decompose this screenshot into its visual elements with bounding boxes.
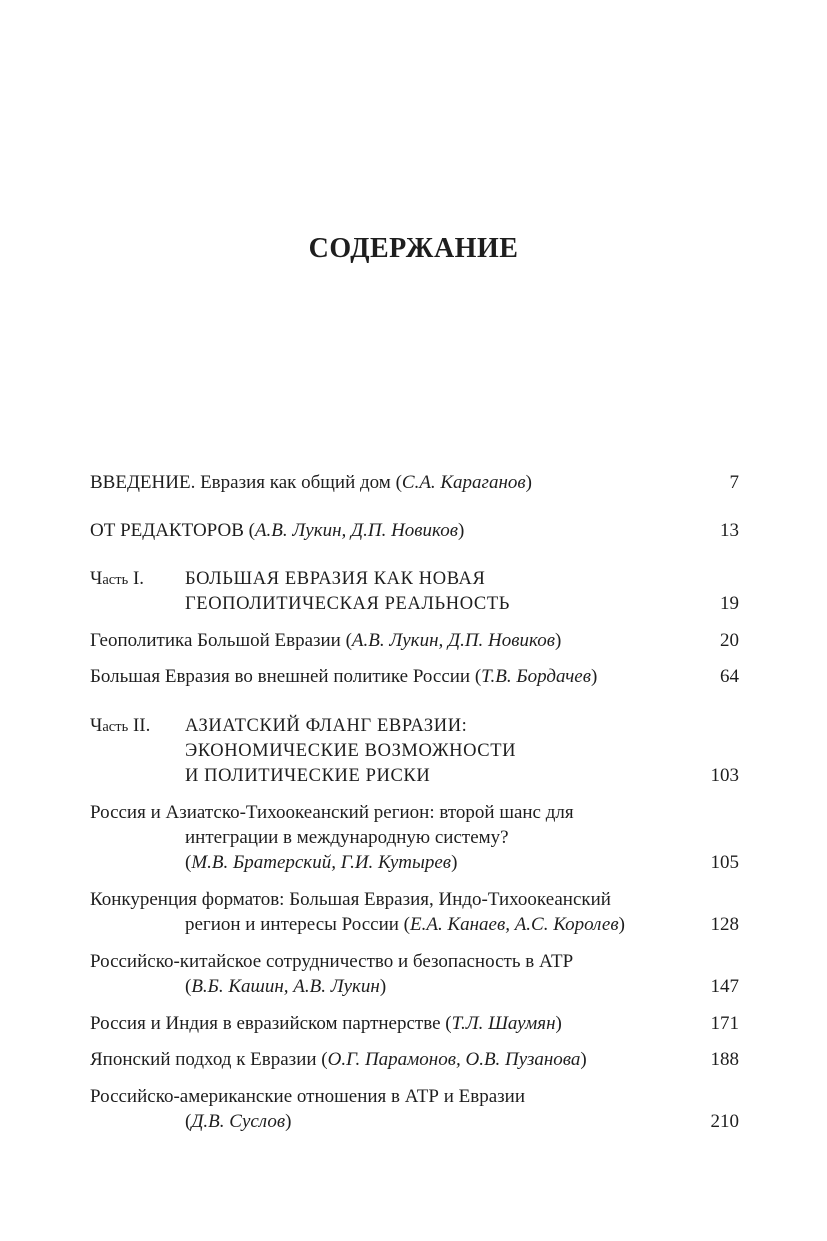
toc-part-2[interactable]	[90, 713, 739, 788]
page-number: 188	[710, 1049, 739, 1070]
page-number: 128	[710, 914, 739, 935]
entry-authors: А.В. Лукин, Д.П. Новиков	[351, 630, 555, 651]
entry-authors: М.В. Братерский, Г.И. Кутырев	[191, 852, 452, 873]
table-of-contents	[90, 0, 739, 1241]
entry-title: Геополитика Большой Евразии (	[90, 630, 352, 651]
entry-title: Россия и Азиатско-Тихоокеанский регион: второй шанс для	[90, 802, 574, 823]
toc-entry-introduction[interactable]: ВВЕДЕНИЕ. Евразия как общий дом (С.А. Караганов) 7	[90, 472, 739, 493]
part-title-line: БОЛЬШАЯ ЕВРАЗИЯ КАК НОВАЯ	[185, 569, 486, 589]
entry-label: ВВЕДЕНИЕ.	[90, 472, 196, 493]
page-number: 171	[710, 1013, 739, 1034]
part-title-line: И ПОЛИТИЧЕСКИЕ РИСКИ	[185, 766, 431, 786]
toc-entry[interactable]: Геополитика Большой Евразии (А.В. Лукин, Д.П. Новиков) 20	[90, 630, 739, 651]
page-number: 105	[710, 852, 739, 873]
entry-title: регион и интересы России (	[185, 914, 411, 935]
entry-title: Российско-американские отношения в АТР и Евразии	[90, 1086, 525, 1107]
entry-authors: Д.В. Суслов	[191, 1111, 286, 1132]
entry-title: Конкуренция форматов: Большая Евразия, Индо-Тихоокеанский	[90, 889, 611, 910]
toc-entry[interactable]: Большая Евразия во внешней политике России (Т.В. Бордачев) 64	[90, 666, 739, 687]
page-number: 13	[720, 520, 739, 541]
part-title-line: АЗИАТСКИЙ ФЛАНГ ЕВРАЗИИ:	[185, 716, 468, 736]
entry-title: Большая Евразия во внешней политике России (	[90, 666, 482, 687]
entry-authors: С.А. Караганов	[401, 472, 526, 493]
page-number: 19	[720, 593, 739, 614]
entry-title: Евразия как общий дом (	[195, 472, 402, 493]
entry-authors: Т.Л. Шаумян	[451, 1013, 556, 1034]
entry-title: Российско-китайское сотрудничество и безопасность в АТР	[90, 951, 574, 972]
page-number: 210	[710, 1111, 739, 1132]
part-title-line: ГЕОПОЛИТИЧЕСКАЯ РЕАЛЬНОСТЬ	[185, 594, 510, 614]
toc-entry[interactable]: Конкуренция форматов: Большая Евразия, Индо-Тихоокеанский регион и интересы России (Е.А. Канаев, А.С. Королев) 128	[90, 889, 739, 935]
toc-entry[interactable]: Японский подход к Евразии (О.Г. Парамонов, О.В. Пузанова) 188	[90, 1049, 739, 1070]
page-title: СОДЕРЖАНИЕ	[308, 233, 519, 264]
entry-authors: О.Г. Парамонов, О.В. Пузанова	[327, 1049, 581, 1070]
toc-entry-editors[interactable]: ОТ РЕДАКТОРОВ (А.В. Лукин, Д.П. Новиков) 13	[90, 520, 739, 541]
page-number: 103	[710, 765, 739, 786]
page-number: 64	[720, 666, 739, 687]
toc-part-1[interactable]	[90, 566, 739, 616]
entry-authors: Т.В. Бордачев	[481, 666, 591, 687]
part-label: Часть I.	[90, 568, 145, 589]
page-number: 20	[720, 630, 739, 651]
entry-title: Японский подход к Евразии (	[90, 1049, 328, 1070]
entry-authors: Е.А. Канаев, А.С. Королев	[410, 914, 619, 935]
entry-authors: А.В. Лукин, Д.П. Новиков	[254, 520, 458, 541]
page-number: 147	[710, 976, 739, 997]
page-number: 7	[729, 472, 739, 493]
part-label: Часть II.	[90, 715, 151, 736]
toc-entry[interactable]: Российско-китайское сотрудничество и безопасность в АТР (В.Б. Кашин, А.В. Лукин) 147	[90, 951, 739, 997]
toc-entry[interactable]: Российско-американские отношения в АТР и Евразии (Д.В. Суслов) 210	[90, 1086, 739, 1132]
entry-title: Россия и Индия в евразийском партнерстве (	[90, 1013, 452, 1034]
entry-title: интеграции в международную систему?	[185, 827, 509, 848]
toc-entry[interactable]: Россия и Индия в евразийском партнерстве (Т.Л. Шаумян) 171	[90, 1013, 739, 1034]
entry-authors: В.Б. Кашин, А.В. Лукин	[191, 976, 380, 997]
entry-title: ОТ РЕДАКТОРОВ (	[90, 520, 255, 541]
part-title-line: ЭКОНОМИЧЕСКИЕ ВОЗМОЖНОСТИ	[185, 741, 517, 761]
toc-entry[interactable]: Россия и Азиатско-Тихоокеанский регион: второй шанс для интеграции в международную систему? (М.В. Братерский, Г.И. Кутырев) 105	[90, 802, 739, 873]
